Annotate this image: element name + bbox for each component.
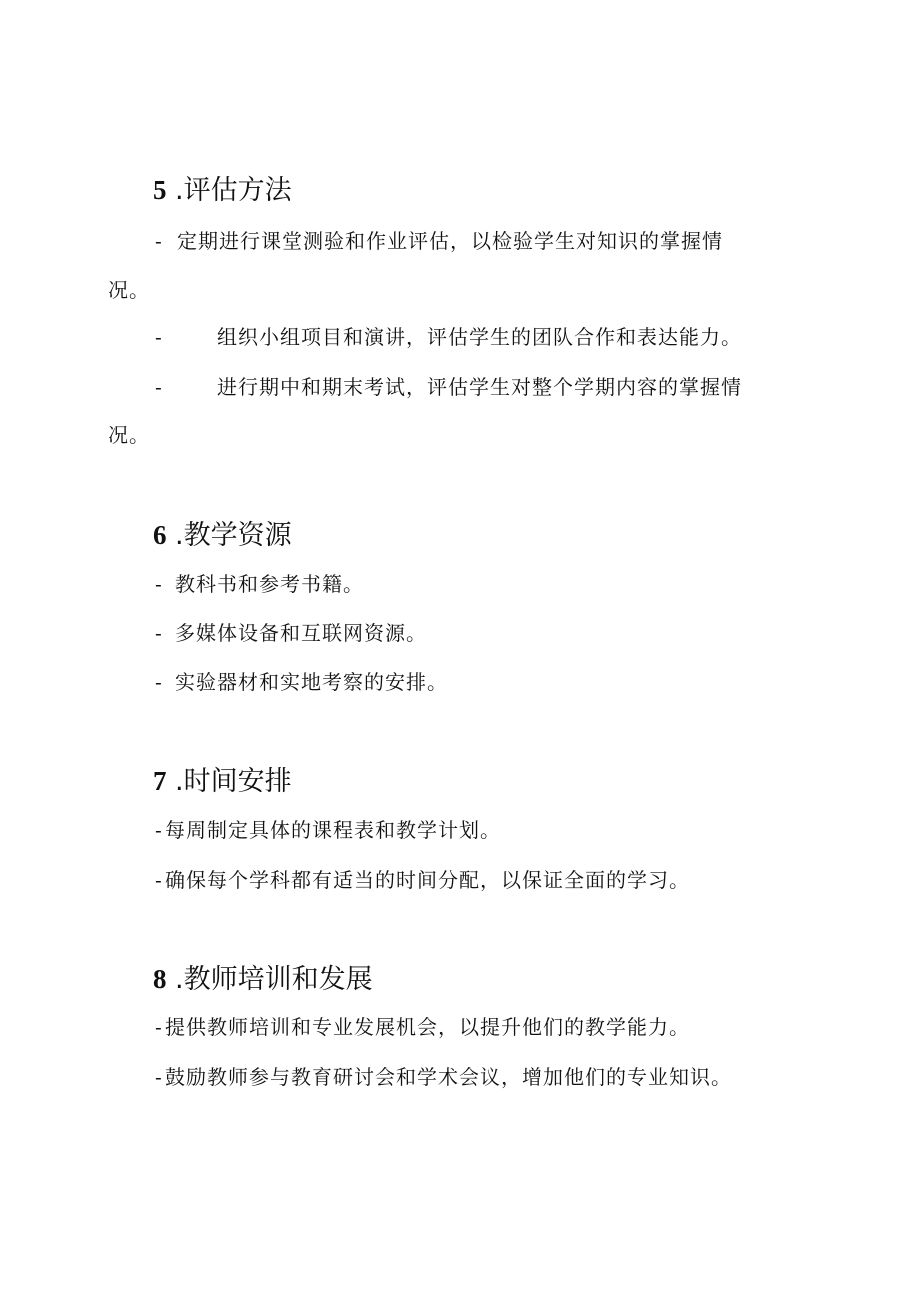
section-heading-8 xyxy=(153,962,373,997)
list-item xyxy=(155,323,742,351)
section-title: .时间安排 xyxy=(175,766,292,797)
section-title: .教师培训和发展 xyxy=(175,964,373,995)
list-item xyxy=(155,668,448,696)
list-item xyxy=(155,866,690,894)
section-title: .评估方法 xyxy=(175,175,292,206)
list-item xyxy=(155,227,723,255)
list-dash: - xyxy=(155,229,163,253)
list-item-text: 提供教师培训和专业发展机会，以提升他们的教学能力。 xyxy=(165,1015,690,1039)
list-dash: - xyxy=(155,670,163,694)
list-item-text: 进行期中和期末考试，评估学生对整个学期内容的掌握情 xyxy=(217,375,742,399)
list-dash: - xyxy=(155,818,163,842)
list-item-text: 每周制定具体的课程表和教学计划。 xyxy=(165,818,501,842)
section-heading-6 xyxy=(153,518,292,553)
list-item-text: 组织小组项目和演讲，评估学生的团队合作和表达能力。 xyxy=(217,325,742,349)
list-dash: - xyxy=(155,868,163,892)
list-dash: - xyxy=(155,325,163,349)
list-dash: - xyxy=(155,572,163,596)
list-item xyxy=(155,570,364,598)
list-item xyxy=(155,1013,690,1041)
list-dash: - xyxy=(155,621,163,645)
list-dash: - xyxy=(155,375,163,399)
list-item xyxy=(155,816,501,844)
list-item-text: 教科书和参考书籍。 xyxy=(175,572,364,596)
list-item-text: 定期进行课堂测验和作业评估，以检验学生对知识的掌握情 xyxy=(177,229,723,253)
section-heading-5 xyxy=(153,173,292,208)
list-item-text: 确保每个学科都有适当的时间分配，以保证全面的学习。 xyxy=(165,868,690,892)
list-dash: - xyxy=(155,1065,163,1089)
section-title: .教学资源 xyxy=(175,520,292,551)
list-item xyxy=(155,1063,732,1091)
section-number: 8 xyxy=(153,964,167,994)
list-item-continuation: 况。 xyxy=(108,423,150,447)
section-heading-7 xyxy=(153,764,292,799)
list-item-continuation: 况。 xyxy=(108,278,150,302)
section-number: 7 xyxy=(153,766,167,796)
list-item-text: 鼓励教师参与教育研讨会和学术会议，增加他们的专业知识。 xyxy=(165,1065,732,1089)
list-dash: - xyxy=(155,1015,163,1039)
list-item-text: 实验器材和实地考察的安排。 xyxy=(175,670,448,694)
list-item xyxy=(155,619,427,647)
section-number: 6 xyxy=(153,520,167,550)
list-item-text: 多媒体设备和互联网资源。 xyxy=(175,621,427,645)
section-number: 5 xyxy=(153,175,167,205)
list-item xyxy=(155,373,742,401)
